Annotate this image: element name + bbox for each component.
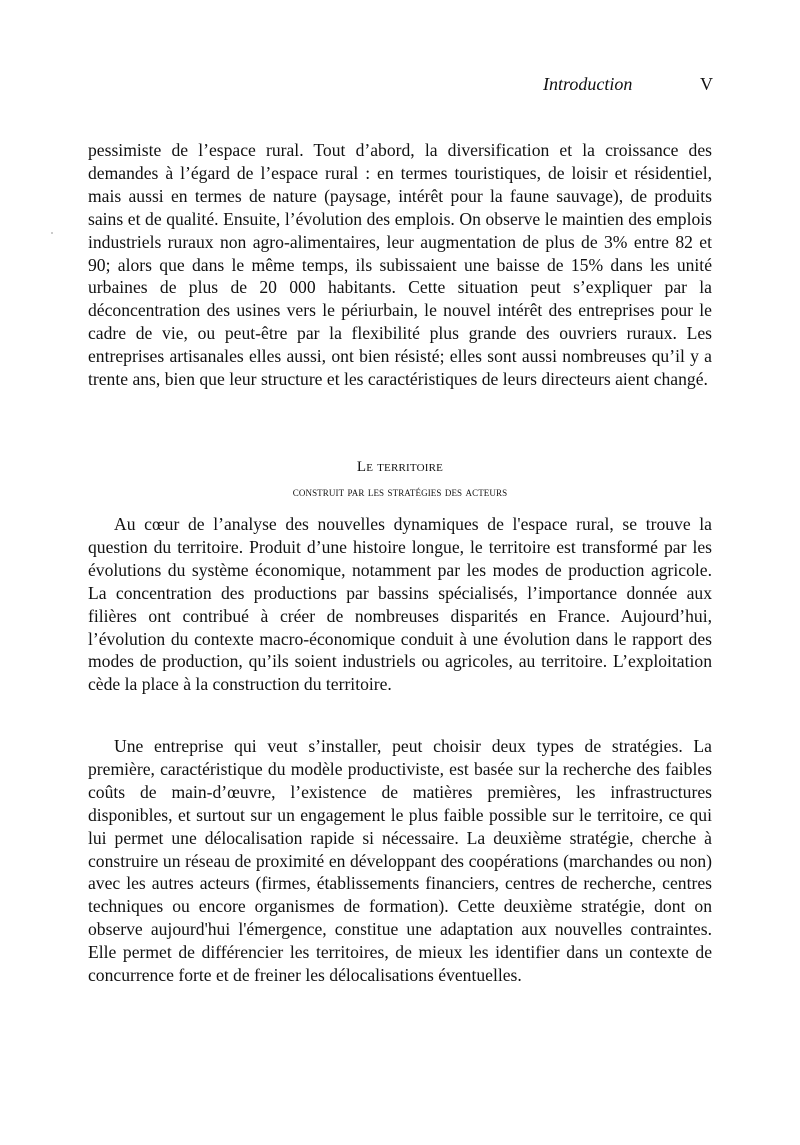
paragraph-text: pessimiste de l’espace rural. Tout d’abord, la diversification et la croissance des demandes à l’égard de l’espace rural : en termes touristiques, de loisir et résidentiel, mais aussi en termes de nature (paysage, intérêt pour la faune sauvage), de produits sains et de qualité. Ensuite, l’évolution des emplois. On observe le maintien des emplois industriels ruraux non agro-alimentaires, leur augmentation de plus de 3% entre 82 et 90; alors que dans le même temps, ils subissaient une baisse de 15% dans les unité urbaines de plus de 20 000 habitants. Cette situation peut s’expliquer par la déconcentration des usines vers le périurbain, le nouvel intérêt des entreprises pour le cadre de vie, ou peut-être par la flexibilité plus grande des ouvriers ruraux. Les entreprises artisanales elles aussi, ont bien résisté; elles sont aussi nombreuses qu’il y a trente ans, bien que leur structure et les caractéristiques de leurs directeurs aient changé. xyxy=(88,140,712,390)
running-title: Introduction xyxy=(543,74,633,94)
paragraph-continuation xyxy=(88,139,712,391)
scan-speck xyxy=(51,232,53,234)
paragraph-text: Une entreprise qui veut s’installer, peut choisir deux types de stratégies. La première, caractéristique du modèle productiviste, est basée sur la recherche des faibles coûts de main-d’œuvre, l’existence de matières premières, les infrastructures disponibles, et surtout sur un engagement le plus faible possible sur le territoire, ce qui lui permet une délocalisation rapide si nécessaire. La deuxième stratégie, cherche à construire un réseau de proximité en développant des coopérations (marchandes ou non) avec les autres acteurs (firmes, établissements financiers, centres de recherche, centres techniques ou encore organismes de formation). Cette deuxième stratégie, dont on observe aujourd'hui l'émergence, constitue une adaptation aux nouvelles contraintes. Elle permet de différencier les territoires, de mieux les identifier dans un contexte de concurrence forte et de freiner les délocalisations éventuelles. xyxy=(88,736,712,986)
running-header xyxy=(0,70,800,100)
paragraph-text: Au cœur de l’analyse des nouvelles dynamiques de l'espace rural, se trouve la question du territoire. Produit d’une histoire longue, le territoire est transformé par les évolutions du système économique, notamment par les modes de production agricole. La concentration des productions par bassins spécialisés, l’importance donnée aux filières ont contribué à créer de nombreuses disparités en France. Aujourd’hui, l’évolution du contexte macro-économique conduit à une évolution dans le rapport des modes de production, qu’ils soient industriels ou agricoles, au territoire. L’exploitation cède la place à la construction du territoire. xyxy=(88,514,712,695)
paragraph-strategies xyxy=(88,735,712,987)
section-heading: Le territoire xyxy=(356,459,444,475)
paragraph-territory xyxy=(88,513,712,696)
section-subheading: construit par les stratégies des acteurs xyxy=(292,484,508,499)
page-number: V xyxy=(700,74,713,94)
